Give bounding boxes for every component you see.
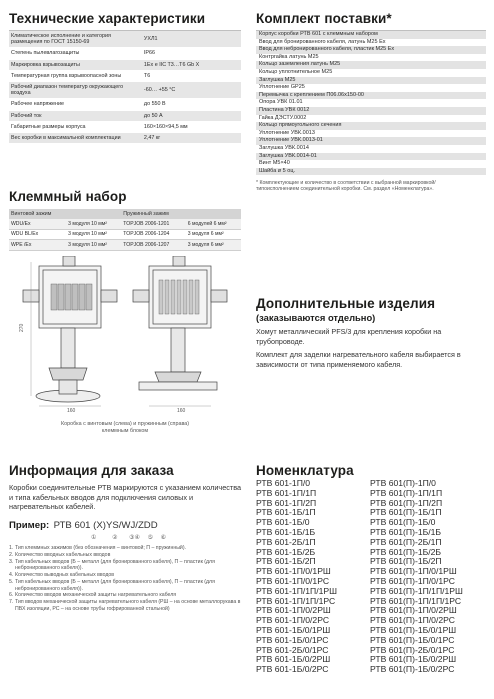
kit-row [256,39,486,47]
nomenclature-item: РТВ 601(П)-1Б/2Б [370,546,442,557]
example-label: Пример: [9,520,50,532]
kit-item-name: Гайка ДЭСТУ.0002 [256,115,440,123]
dim-height-label: 270 [19,323,25,332]
nomenclature-item: РТВ 601(П)-2Б/0/1РС [370,644,455,655]
nomenclature-columns [256,479,488,675]
kit-title: Комплект поставки* [256,11,392,26]
nomenclature-title: Номенклатура [256,463,354,478]
order-list-item [9,579,245,592]
spec-label: Вес коробки в максимальной комплектации [9,133,139,144]
specs-row [9,31,241,48]
order-item-number: 6. [9,592,14,599]
dim-width-label: 160 [67,408,76,414]
nomenclature-item: РТВ 601-1П/0/1РШ [256,566,331,577]
terminals-header-row [9,209,241,219]
order-list-item [9,559,245,572]
nomenclature-item: РТВ 601-1П/0/2РШ [256,605,331,616]
nomenclature-item: РТВ 601-1П/1П [256,487,317,498]
nomenclature-item: РТВ 601-1Б/0/2РС [256,664,329,675]
drawing-section [9,256,241,435]
kit-row [256,153,486,161]
extras-p2: Комплект для заделки нагревательного кабеля выбирается в зависимости от типа применяемого кабеля. [256,350,461,369]
kit-item-qty [440,153,486,161]
nomenclature-item: РТВ 601(П)-1П/1П [370,487,443,498]
spec-label: Температурная группа взрывоопасной зоны [9,70,139,81]
nomenclature-item: РТВ 601(П)-1П/0 [370,478,436,488]
nomenclature-item: РТВ 601(П)-1Б/0/1РС [370,634,455,645]
nomenclature-item: РТВ 601-2Б/1П [256,536,316,547]
kit-item-qty [440,46,486,54]
kit-row [256,84,486,92]
drawing-caption: Коробка с винтовым (слева) и пружинным (справа) клеммным блоком [60,421,190,434]
order-title: Информация для заказа [9,463,174,478]
specs-row [9,99,241,110]
nomenclature-item: РТВ 601(П)-1П/2П [370,497,443,508]
nomenclature-item: РТВ 601(П)-1Б/1Б [370,526,442,537]
kit-item-qty [440,115,486,123]
spec-value: 2,47 кг [139,133,241,144]
nomenclature-item: РТВ 601(П)-1П/1П/1РС [370,595,462,606]
order-item-text: Тип кабельных вводов (Б – металл (для бронированного кабеля), П – пластик (для небронированного кабеля)). [15,558,215,572]
terminals-cell: 3 модуля 6 мм² [186,240,241,251]
nomenclature-item: РТВ 601-1П/0/2РС [256,615,330,626]
kit-item-name: Уплотнение УВК.0013-01 [256,137,440,145]
extras-title: Дополнительные изделия [256,296,436,311]
order-intro: Коробки соединительные РТВ маркируются с указанием количества и типа кабельных вводов для подключения силовых и нагревательных кабелей. [9,483,242,512]
kit-item-name: Шайба ø 5 оц. [256,168,440,176]
kit-item-name: Пластина УВК 0012 [256,107,440,115]
specs-row [9,70,241,81]
kit-item-qty [440,77,486,85]
order-list-item [9,572,245,578]
kit-item-name: Кольцо заземления латунь М25 [256,61,440,69]
specs-table [9,31,241,144]
nomenclature-item: РТВ 601(П)-1П/0/1РС [370,575,455,586]
terminals-cell: TOPJOB 2006-1207 [121,240,185,251]
nomenclature-item: РТВ 601-1П/0 [256,478,311,488]
specs-section [9,11,241,144]
nomenclature-item: РТВ 601(П)-1П/1П/1РШ [370,585,463,596]
nomenclature-item: РТВ 601-1П/1П/1РС [256,595,336,606]
spec-label: Степень пылевлагозащиты [9,48,139,59]
order-item-text: Количество выводных кабельных вводов [15,572,115,579]
spec-label: Габаритные размеры корпуса [9,121,139,132]
nomenclature-item: РТВ 601(П)-1Б/0/2РС [370,664,455,675]
nomenclature-item: РТВ 601-1Б/0/1РШ [256,624,331,635]
kit-row [256,61,486,69]
terminals-title: Клеммный набор [9,189,127,204]
spec-label: Рабочее напряжение [9,99,139,110]
order-list-item [9,599,245,612]
kit-note: * Комплектующие и количество в соответствии с выбранной маркировкой/ типоисполнением соединительной коробки. См. раздел «Номенклатура». [256,180,436,193]
kit-item-qty [440,92,486,100]
terminals-header [66,209,121,219]
nomenclature-item: РТВ 601-1Б/0/2РШ [256,654,331,665]
terminals-cell: WDU/Ex [9,219,66,229]
spec-value: до 550 В [139,99,241,110]
order-item-text: Тип кабельных вводов (Б – металл (для бронированного кабеля), П – пластик (для небронированного кабеля)). [15,579,215,592]
terminals-cell: WDU BL/Ex [9,229,66,240]
nomenclature-item: РТВ 601(П)-2Б/1П [370,536,442,547]
nomenclature-item: РТВ 601(П)-1П/0/2РС [370,615,455,626]
kit-item-name: Ввод для бронированного кабеля, латунь М25 Ex [256,39,440,47]
terminals-section [9,189,241,251]
nomenclature-item: РТВ 601-1П/2П [256,497,317,508]
terminals-header [186,209,241,219]
spec-label: Рабочий диапазон температур окружающего воздуха [9,82,139,99]
nomenclature-item: РТВ 601(П)-1Б/0/2РШ [370,654,457,665]
kit-row [256,46,486,54]
kit-item-qty [440,39,486,47]
nomenclature-col-1 [256,479,370,675]
kit-item-name: Винт М5×40 [256,160,440,168]
nomenclature-item: РТВ 601(П)-1Б/1П [370,507,442,518]
extras-section [256,296,486,369]
terminals-cell: TOPJOB 2006-1201 [121,219,185,229]
kit-item-qty [440,84,486,92]
nomenclature-item: РТВ 601-1Б/0 [256,517,310,528]
order-item-number: 2. [9,552,14,559]
kit-item-name: Контргайка латунь М25 [256,54,440,62]
order-item-text: Тип вводов механической защиты нагревательного кабеля (РШ – на основе металлорукава в ПВХ изоляции, РС – на основе трубы гофрированной стальной) [15,599,241,612]
terminals-cell: 3 модуля 6 мм² [186,229,241,240]
terminals-cell: 3 модуля 10 мм² [66,219,121,229]
kit-item-qty [440,61,486,69]
junction-box-drawing [9,256,241,416]
marker: ③④ [129,535,140,542]
kit-item-name: Корпус коробки РТВ 601 с клеммным набором [256,31,440,39]
kit-item-qty [440,122,486,130]
kit-row [256,160,486,168]
spec-value: 1Ex e IIC T3…T6 Gb X [139,59,241,70]
kit-item-name: Кольцо уплотнительное М25 [256,69,440,77]
order-list [9,545,245,612]
kit-item-qty [440,168,486,176]
nomenclature-item: РТВ 601-1Б/1Б [256,526,316,537]
extras-subtitle: (заказываются отдельно) [256,312,376,323]
order-list-item [9,552,245,558]
terminals-header: Винтовой зажим [9,209,66,219]
kit-item-qty [440,31,486,39]
kit-row [256,115,486,123]
order-item-number: 3. [9,558,14,565]
specs-row [9,59,241,70]
order-item-number: 7. [9,599,14,606]
terminals-row [9,219,241,229]
terminals-header: Пружинный зажим [121,209,185,219]
marker: ① [91,535,97,542]
terminals-cell: TOPJOB 2006-1204 [121,229,185,240]
extras-p1: Хомут металлический PFS/3 для крепления коробки на трубопроводе. [256,327,442,346]
kit-row [256,168,486,176]
spec-value: -60… +55 °С [139,82,241,99]
kit-item-name: Уплотнение GP25 [256,84,440,92]
kit-row [256,54,486,62]
nomenclature-item: РТВ 601(П)-1П/0/1РШ [370,566,457,577]
kit-row [256,122,486,130]
nomenclature-item: РТВ 601(П)-1Б/0 [370,517,436,528]
order-item-text: Количество вводов механической защиты нагревательного кабеля [15,592,177,599]
nomenclature-item: РТВ 601-1Б/2Б [256,546,316,557]
kit-item-name: Кольцо прямоугольного сечения [256,122,440,130]
order-item-number: 1. [9,545,14,552]
terminals-cell: WPE /Ex [9,240,66,251]
order-item-text: Тип клеммных зажимов (без обозначения – винтовой; П – пружинный). [15,545,186,552]
kit-section [256,11,486,193]
kit-item-name: Заглушка УВК.0014 [256,145,440,153]
nomenclature-item: РТВ 601-1Б/2П [256,556,316,567]
order-item-text: Количество вводных кабельных вводов [15,552,111,559]
kit-row [256,130,486,138]
kit-item-qty [440,54,486,62]
kit-item-qty [440,107,486,115]
terminals-cell: 6 модулей 6 мм² [186,219,241,229]
kit-row [256,145,486,153]
nomenclature-item: РТВ 601(П)-1П/0/2РШ [370,605,457,616]
kit-row [256,137,486,145]
specs-row [9,48,241,59]
spec-label: Маркировка взрывозащиты [9,59,139,70]
spec-value: до 50 А [139,110,241,121]
nomenclature-item: РТВ 601-1Б/0/1РС [256,634,329,645]
terminals-row [9,240,241,251]
kit-item-name: Опора УВК 01.01 [256,99,440,107]
kit-item-name: Заглушка УВК.0014-01 [256,153,440,161]
marker: ② [112,535,118,542]
specs-row [9,121,241,132]
spec-value: УХЛ1 [139,31,241,48]
order-example [9,515,245,533]
terminals-cell: 3 модуля 10 мм² [66,229,121,240]
spec-value: Т6 [139,70,241,81]
terminals-cell: 3 модуля 10 мм² [66,240,121,251]
kit-item-qty [440,145,486,153]
kit-item-name: Ввод для небронированного кабеля, пластик М25 Ex [256,46,440,54]
kit-item-name: Перемычка с креплением П06.06x150-00 [256,92,440,100]
order-list-item [9,592,245,598]
spec-label: Рабочий ток [9,110,139,121]
nomenclature-item: РТВ 601-2Б/0/1РС [256,644,329,655]
kit-row [256,107,486,115]
specs-row [9,82,241,99]
kit-item-qty [440,160,486,168]
order-item-number: 5. [9,579,14,586]
order-list-item [9,545,245,551]
spec-value: IP66 [139,48,241,59]
nomenclature-item: РТВ 601-1П/1П/1РШ [256,585,337,596]
kit-item-qty [440,130,486,138]
spec-label: Климатическое исполнение и категория размещения по ГОСТ 15150-69 [9,31,139,48]
nomenclature-col-2 [370,479,463,675]
kit-row [256,99,486,107]
dim-side-label: 160 [177,408,186,414]
marker: ⑥ [160,535,167,542]
nomenclature-item: РТВ 601-1Б/1П [256,507,316,518]
kit-row [256,69,486,77]
nomenclature-section [256,463,488,675]
terminals-table [9,209,241,251]
kit-row [256,31,486,39]
marker: ⑤ [147,535,153,542]
kit-row [256,77,486,85]
kit-item-qty [440,137,486,145]
nomenclature-item: РТВ 601-1П/0/1РС [256,575,330,586]
kit-item-qty [440,69,486,77]
specs-row [9,110,241,121]
example-markers [91,534,245,541]
specs-title: Технические характеристики [9,11,206,26]
nomenclature-item: РТВ 601(П)-1Б/0/1РШ [370,624,457,635]
spec-value: 160×160×94,5 мм [139,121,241,132]
nomenclature-item: РТВ 601(П)-1Б/2П [370,556,442,567]
order-item-number: 4. [9,572,14,579]
kit-item-name: Заглушка М25 [256,77,440,85]
kit-item-qty [440,99,486,107]
specs-row [9,133,241,144]
kit-item-name: Уплотнение УВК.0013 [256,130,440,138]
kit-table [256,31,486,175]
example-code: РТВ 601 (X)YS/WJ/ZDD [53,520,158,532]
kit-row [256,92,486,100]
order-section [9,463,245,613]
terminals-row [9,229,241,240]
